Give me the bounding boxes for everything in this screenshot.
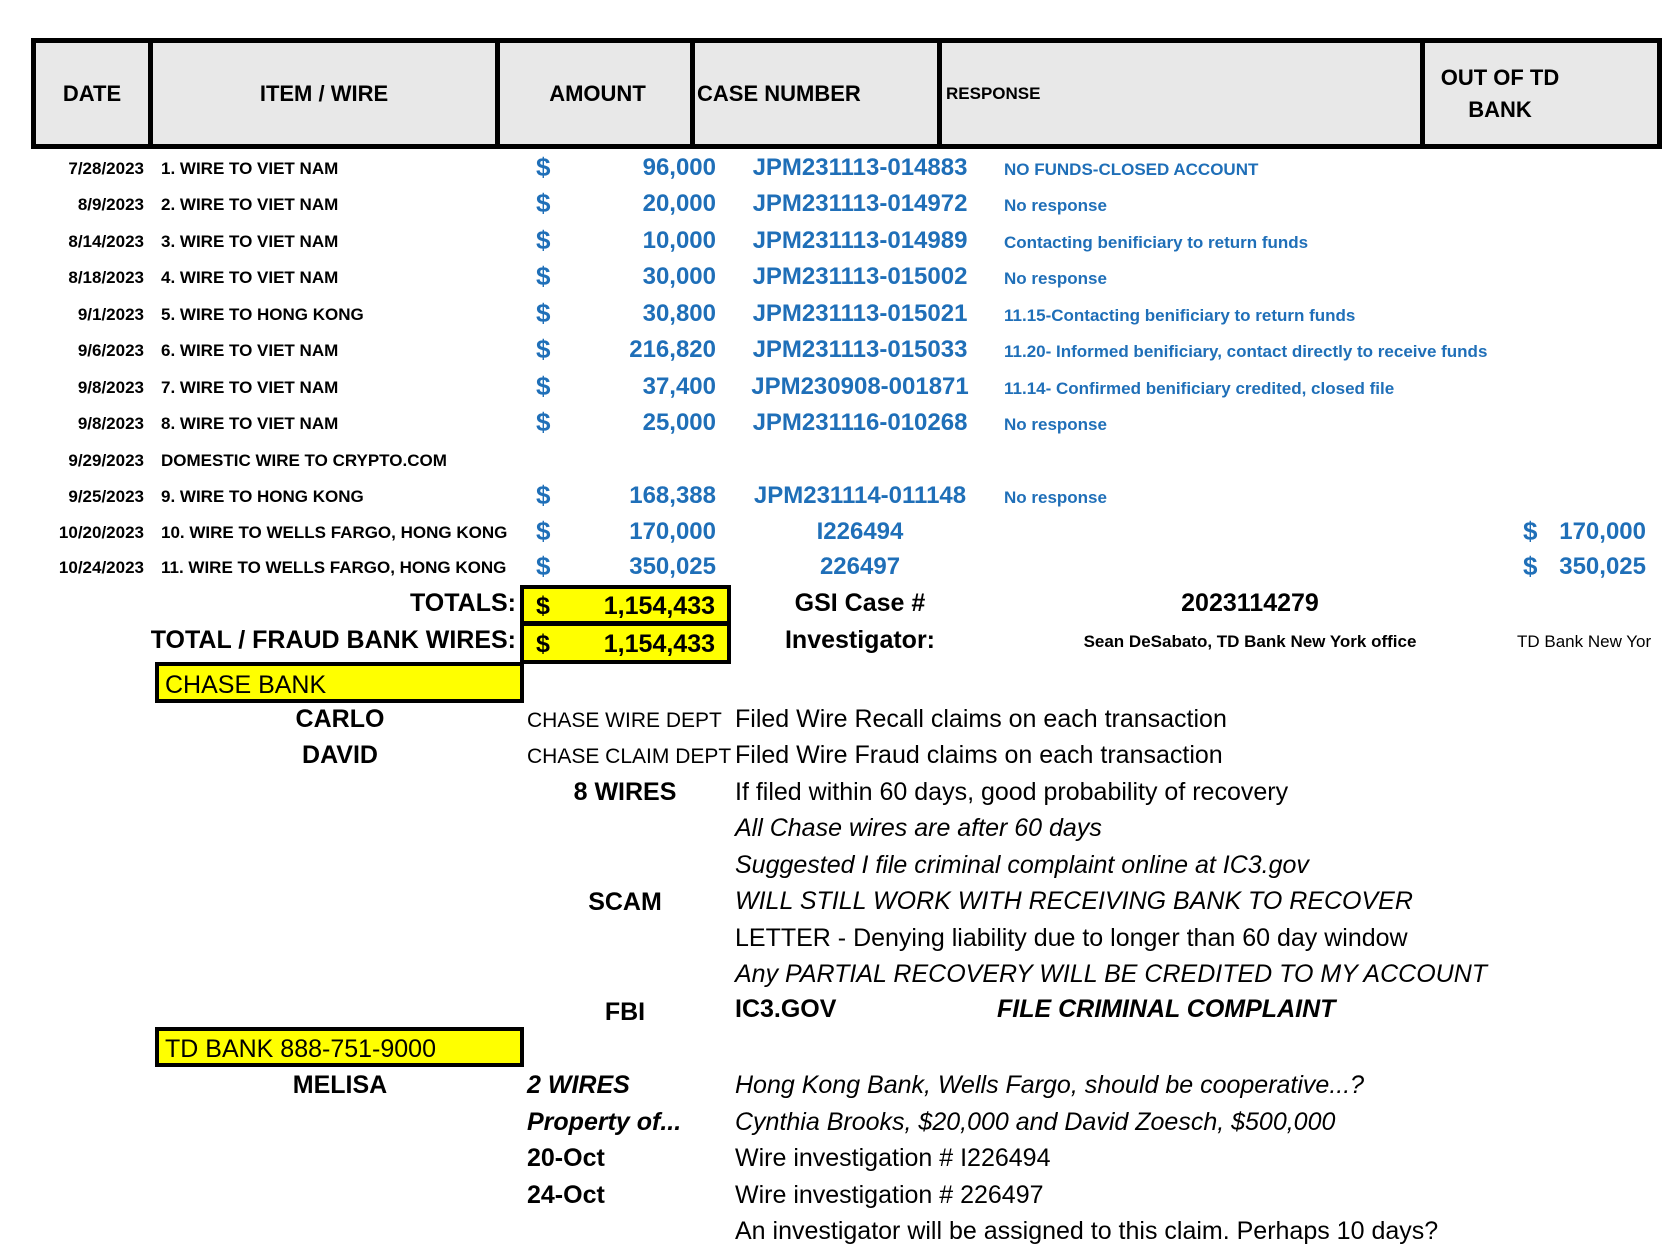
table-row [0,406,1668,442]
fraud-total-box [520,622,731,664]
td-bank-title: TD BANK 888-751-9000 [165,1035,436,1063]
note-wire-fraud: Filed Wire Fraud claims on each transaction [735,741,1223,769]
fbi-label: FBI [604,998,646,1026]
row-out-dollar: $ [1523,551,1538,581]
row-amount: 168,388 [629,482,716,509]
fraud-total-dollar: $ [536,630,550,658]
header-out-line2: BANK [1468,96,1532,122]
note-after-60-days: All Chase wires are after 60 days [735,814,1102,842]
row-case: 226497 [819,553,901,580]
row-dollar: $ [536,334,551,364]
header-divider [690,43,695,144]
totals-value: 1,154,433 [603,592,715,620]
row-amount: 30,800 [642,300,716,327]
row-response: No response [1004,196,1107,215]
row-date: 9/8/2023 [77,414,144,433]
row-date: 9/6/2023 [77,341,144,360]
row-response: No response [1004,488,1107,507]
row-date: 10/20/2023 [58,523,144,542]
totals-label: TOTALS: [409,589,516,617]
row-item: 7. WIRE TO VIET NAM [161,378,339,397]
table-header [31,38,1662,149]
gsi-value: 2023114279 [1181,589,1319,617]
totals-dollar: $ [536,592,550,620]
row-amount: 10,000 [642,227,716,254]
td-bank-box [155,1027,524,1067]
date-24-oct: 24-Oct [527,1181,605,1209]
row-dollar: $ [536,188,551,218]
contact-melisa: MELISA [292,1071,388,1099]
row-case: JPM231114-011148 [753,482,967,509]
row-date: 10/24/2023 [58,558,144,577]
chase-wire-dept: CHASE WIRE DEPT [527,709,722,732]
table-row [0,260,1668,296]
header-case: CASE NUMBER [697,80,861,106]
note-60-days: If filed within 60 days, good probability of recovery [735,778,1289,806]
table-row [0,297,1668,333]
row-case: I226494 [816,518,904,545]
note-wire-recall: Filed Wire Recall claims on each transaction [735,705,1227,733]
row-out-dollar: $ [1523,516,1538,546]
row-date: 9/29/2023 [68,451,144,470]
row-response: 11.14- Confirmed benificiary credited, closed file [1004,379,1395,398]
table-row [0,333,1668,369]
td-wire-count: 2 WIRES [527,1071,630,1099]
row-item: 10. WIRE TO WELLS FARGO, HONG KONG [161,523,508,542]
chase-wire-count: 8 WIRES [573,778,677,806]
row-amount: 20,000 [642,190,716,217]
header-divider [937,43,942,144]
row-dollar: $ [536,551,551,581]
row-case: JPM231116-010268 [752,409,968,436]
row-dollar: $ [536,225,551,255]
row-dollar: $ [536,298,551,328]
note-investigation-2: Wire investigation # 226497 [735,1181,1044,1209]
table-row [0,443,1668,479]
gsi-label: GSI Case # [794,589,926,617]
header-date: DATE [62,80,122,106]
row-amount: 216,820 [629,336,716,363]
row-dollar: $ [536,407,551,437]
row-case: JPM231113-015033 [752,336,968,363]
scam-label: SCAM [588,888,662,916]
note-letter: LETTER - Denying liability due to longer than 60 day window [735,924,1408,952]
row-response: No response [1004,269,1107,288]
row-response: 11.15-Contacting benificiary to return funds [1004,306,1356,325]
row-response: No response [1004,415,1107,434]
table-row [0,479,1668,515]
totals-box [520,585,731,625]
row-out-amount: 350,025 [1559,553,1646,580]
row-date: 9/8/2023 [77,378,144,397]
property-of-label: Property of... [527,1108,682,1136]
note-receiving-bank: WILL STILL WORK WITH RECEIVING BANK TO RECOVER [735,887,1413,915]
chase-bank-title: CHASE BANK [165,671,327,699]
date-20-oct: 20-Oct [527,1144,605,1172]
header-out-line1: OUT OF TD [1440,64,1560,90]
note-partial-recovery: Any PARTIAL RECOVERY WILL BE CREDITED TO MY ACCOUNT [735,960,1488,988]
table-row [0,550,1668,586]
row-date: 8/9/2023 [77,195,144,214]
header-response: RESPONSE [946,83,1041,103]
note-cooperative: Hong Kong Bank, Wells Fargo, should be cooperative...? [735,1071,1365,1099]
chase-bank-box [155,662,524,703]
row-item: 1. WIRE TO VIET NAM [161,159,339,178]
fraud-total-value: 1,154,433 [603,630,715,658]
row-item: DOMESTIC WIRE TO CRYPTO.COM [161,451,447,470]
row-dollar: $ [536,152,551,182]
row-item: 4. WIRE TO VIET NAM [161,268,339,287]
row-response: Contacting benificiary to return funds [1004,233,1309,252]
row-case: JPM231113-015021 [752,300,968,327]
note-investigation-1: Wire investigation # I226494 [735,1144,1051,1172]
header-amount: AMOUNT [549,80,646,106]
row-item: 6. WIRE TO VIET NAM [161,341,339,360]
row-case: JPM230908-001871 [751,373,969,400]
table-row [0,187,1668,223]
row-date: 9/1/2023 [77,305,144,324]
note-investigator-assigned: An investigator will be assigned to this claim. Perhaps 10 days? [735,1217,1439,1245]
row-out-amount: 170,000 [1559,518,1646,545]
row-dollar: $ [536,261,551,291]
row-response: 11.20- Informed benificiary, contact directly to receive funds [1004,342,1488,361]
row-amount: 350,025 [629,553,716,580]
row-dollar: $ [536,371,551,401]
row-case: JPM231113-014989 [752,227,968,254]
table-row [0,370,1668,406]
row-case: JPM231113-014883 [752,154,968,181]
row-amount: 37,400 [642,373,716,400]
row-item: 8. WIRE TO VIET NAM [161,414,339,433]
investigator-office: TD Bank New Yor [1517,632,1652,651]
row-item: 11. WIRE TO WELLS FARGO, HONG KONG [161,558,507,577]
row-amount: 25,000 [642,409,716,436]
table-row [0,224,1668,260]
note-ic3: Suggested I file criminal complaint online at IC3.gov [735,851,1309,879]
table-row [0,151,1668,187]
investigator-label: Investigator: [784,626,936,654]
contact-carlo: CARLO [295,705,385,733]
row-item: 3. WIRE TO VIET NAM [161,232,339,251]
header-out-of-td [1425,43,1575,144]
chase-claim-dept: CHASE CLAIM DEPT [527,745,732,768]
row-item: 9. WIRE TO HONG KONG [161,487,364,506]
contact-david: DAVID [302,741,378,769]
investigator-value: Sean DeSabato, TD Bank New York office [1083,632,1417,651]
note-property: Cynthia Brooks, $20,000 and David Zoesch, $500,000 [735,1108,1336,1136]
row-response: NO FUNDS-CLOSED ACCOUNT [1004,160,1259,179]
row-date: 7/28/2023 [68,159,144,178]
row-date: 8/14/2023 [68,232,144,251]
row-item: 5. WIRE TO HONG KONG [161,305,364,324]
ic3-link[interactable]: IC3.GOV [735,995,837,1023]
row-amount: 170,000 [629,518,716,545]
row-item: 2. WIRE TO VIET NAM [161,195,339,214]
row-amount: 30,000 [642,263,716,290]
table-row [0,515,1668,551]
row-case: JPM231113-015002 [752,263,968,290]
row-date: 9/25/2023 [68,487,144,506]
row-dollar: $ [536,516,551,546]
fraud-total-label: TOTAL / FRAUD BANK WIRES: [150,626,516,654]
file-criminal-complaint: FILE CRIMINAL COMPLAINT [997,995,1336,1023]
row-amount: 96,000 [642,154,716,181]
row-case: JPM231113-014972 [752,190,968,217]
row-dollar: $ [536,480,551,510]
header-item: ITEM / WIRE [259,80,389,106]
row-date: 8/18/2023 [68,268,144,287]
